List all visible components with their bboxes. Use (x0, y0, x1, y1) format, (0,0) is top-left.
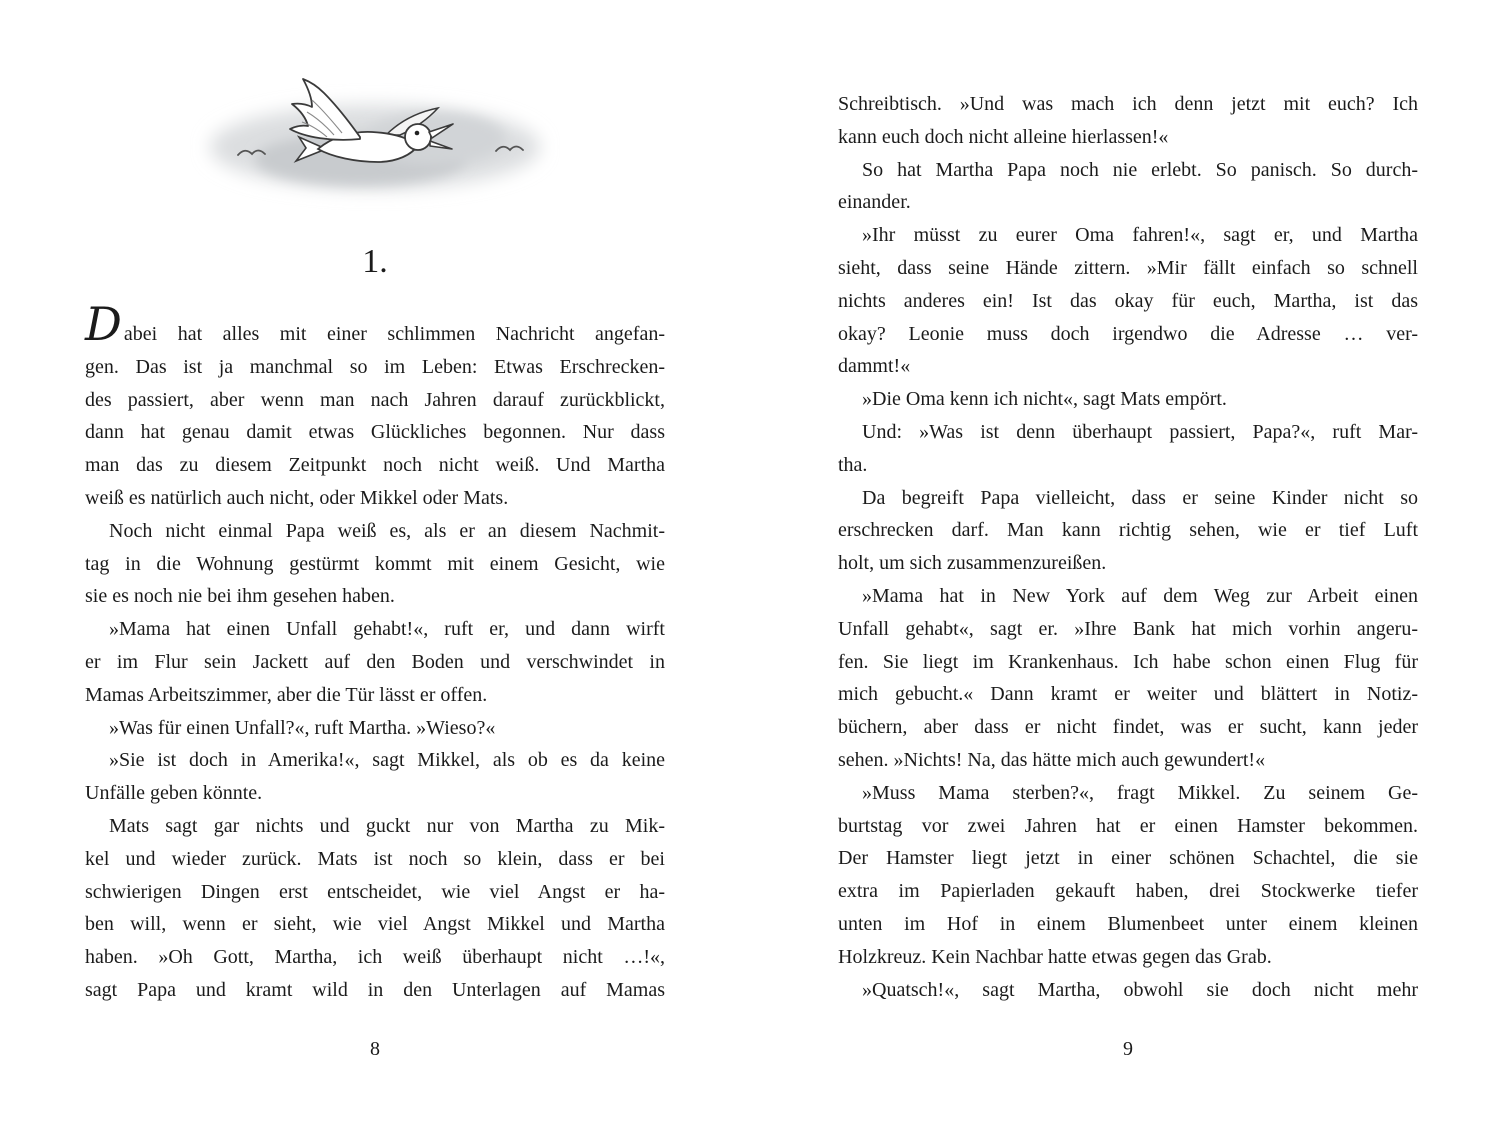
text-line: haben. »Oh Gott, Martha, ich weiß überhaupt nicht …!«, (85, 946, 665, 969)
text-line: Unfall gehabt«, sagt er. »Ihre Bank hat mich vorhin angeru- (838, 617, 1418, 640)
text-line: dammt!« (838, 355, 911, 378)
text-line: »Quatsch!«, sagt Martha, obwohl sie doch nicht mehr (862, 978, 1418, 1001)
text-line: Mamas Arbeitszimmer, aber die Tür lässt er offen. (85, 683, 488, 706)
text-line: »Mama hat einen Unfall gehabt!«, ruft er, und dann wirft (109, 618, 665, 641)
text-line: gen. Das ist ja manchmal so im Leben: Etwas Erschrecken- (85, 355, 665, 378)
text-line: Holzkreuz. Kein Nachbar hatte etwas gegen das Grab. (838, 945, 1272, 968)
text-line: er im Flur sein Jackett auf den Boden und verschwindet in (85, 650, 665, 673)
text-line: Schreibtisch. »Und was mach ich denn jetzt mit euch? Ich (838, 93, 1418, 115)
text-line: ben will, wenn er sieht, wie viel Angst Mikkel und Martha (85, 913, 665, 936)
text-line: holt, um sich zusammenzureißen. (838, 552, 1107, 575)
text-line: »Sie ist doch in Amerika!«, sagt Mikkel, als ob es da keine (109, 749, 665, 772)
text-line: kel und wieder zurück. Mats ist noch so klein, dass er bei (85, 847, 665, 870)
left-page-text (85, 297, 665, 1007)
seagull-drawing (190, 75, 560, 215)
text-line: Noch nicht einmal Papa weiß es, als er an diesem Nachmit- (109, 519, 665, 542)
text-line: sagt Papa und kramt wild in den Unterlagen auf Mamas (85, 978, 665, 1001)
seagull-illustration (85, 75, 665, 220)
text-line: extra im Papierladen gekauft haben, drei Stockwerke tiefer (838, 880, 1418, 903)
drop-cap: D (85, 297, 123, 351)
text-line: kann euch doch nicht alleine hierlassen!« (838, 125, 1169, 148)
text-line: weiß es natürlich auch nicht, oder Mikkel oder Mats. (85, 486, 509, 509)
right-page-text (838, 88, 1418, 1006)
text-line: So hat Martha Papa noch nie erlebt. So panisch. So durch- (862, 158, 1418, 181)
text-line: Und: »Was ist denn überhaupt passiert, Papa?«, ruft Mar- (862, 420, 1418, 443)
text-line: Unfälle geben könnte. (85, 782, 263, 805)
text-line: einander. (838, 191, 911, 214)
text-line: »Mama hat in New York auf dem Weg zur Arbeit einen (862, 584, 1418, 607)
text-line: okay? Leonie muss doch irgendwo die Adresse … ver- (838, 322, 1418, 345)
page-number-left: 8 (370, 1038, 380, 1060)
text-line: schwierigen Dingen erst entscheidet, wie viel Angst er ha- (85, 880, 665, 903)
text-line: des passiert, aber wenn man nach Jahren darauf zurückblickt, (85, 388, 665, 411)
text-line: »Was für einen Unfall?«, ruft Martha. »Wieso?« (109, 716, 496, 739)
text-line: »Die Oma kenn ich nicht«, sagt Mats empört. (862, 388, 1227, 411)
text-line: Dabei hat alles mit einer schlimmen Nachricht angefan- (85, 297, 665, 351)
text-line: erschrecken darf. Man kann richtig sehen, wie er tief Luft (838, 519, 1418, 542)
text-line: »Ihr müsst zu eurer Oma fahren!«, sagt er, und Martha (862, 224, 1418, 247)
text-line: tha. (838, 453, 868, 476)
text-line: sieht, dass seine Hände zittern. »Mir fällt einfach so schnell (838, 256, 1418, 279)
text-line: nichts anderes ein! Ist das okay für euch, Martha, ist das (838, 289, 1418, 312)
text-line: tag in die Wohnung gestürmt kommt mit einem Gesicht, wie (85, 552, 665, 575)
text-line: mich gebucht.« Dann kramt er weiter und blättert in Notiz- (838, 683, 1418, 706)
page-number-right: 9 (1123, 1038, 1133, 1060)
text-line: büchern, aber dass er nicht findet, was er sucht, kann jeder (838, 716, 1418, 739)
text-line: fen. Sie liegt im Krankenhaus. Ich habe schon einen Flug für (838, 650, 1418, 673)
text-line: »Muss Mama sterben?«, fragt Mikkel. Zu seinem Ge- (862, 781, 1418, 804)
text-line: unten im Hof in einem Blumenbeet unter einem kleinen (838, 912, 1418, 935)
chapter-number: 1. (362, 243, 388, 280)
text-line: Der Hamster liegt jetzt in einer schönen Schachtel, die sie (838, 847, 1418, 870)
text-line: Mats sagt gar nichts und guckt nur von Martha zu Mik- (109, 814, 665, 837)
text-line: burtstag vor zwei Jahren hat er einen Hamster bekommen. (838, 814, 1418, 837)
text-line: man das zu diesem Zeitpunkt noch nicht weiß. Und Martha (85, 454, 665, 477)
text-line: dann hat genau damit etwas Glückliches begonnen. Nur dass (85, 421, 665, 444)
text-line: Da begreift Papa vielleicht, dass er seine Kinder nicht so (862, 486, 1418, 509)
right-page (838, 0, 1418, 1140)
text-line: sehen. »Nichts! Na, das hätte mich auch gewundert!« (838, 748, 1266, 771)
left-page (85, 0, 665, 1140)
text-line: sie es noch nie bei ihm gesehen haben. (85, 585, 395, 608)
